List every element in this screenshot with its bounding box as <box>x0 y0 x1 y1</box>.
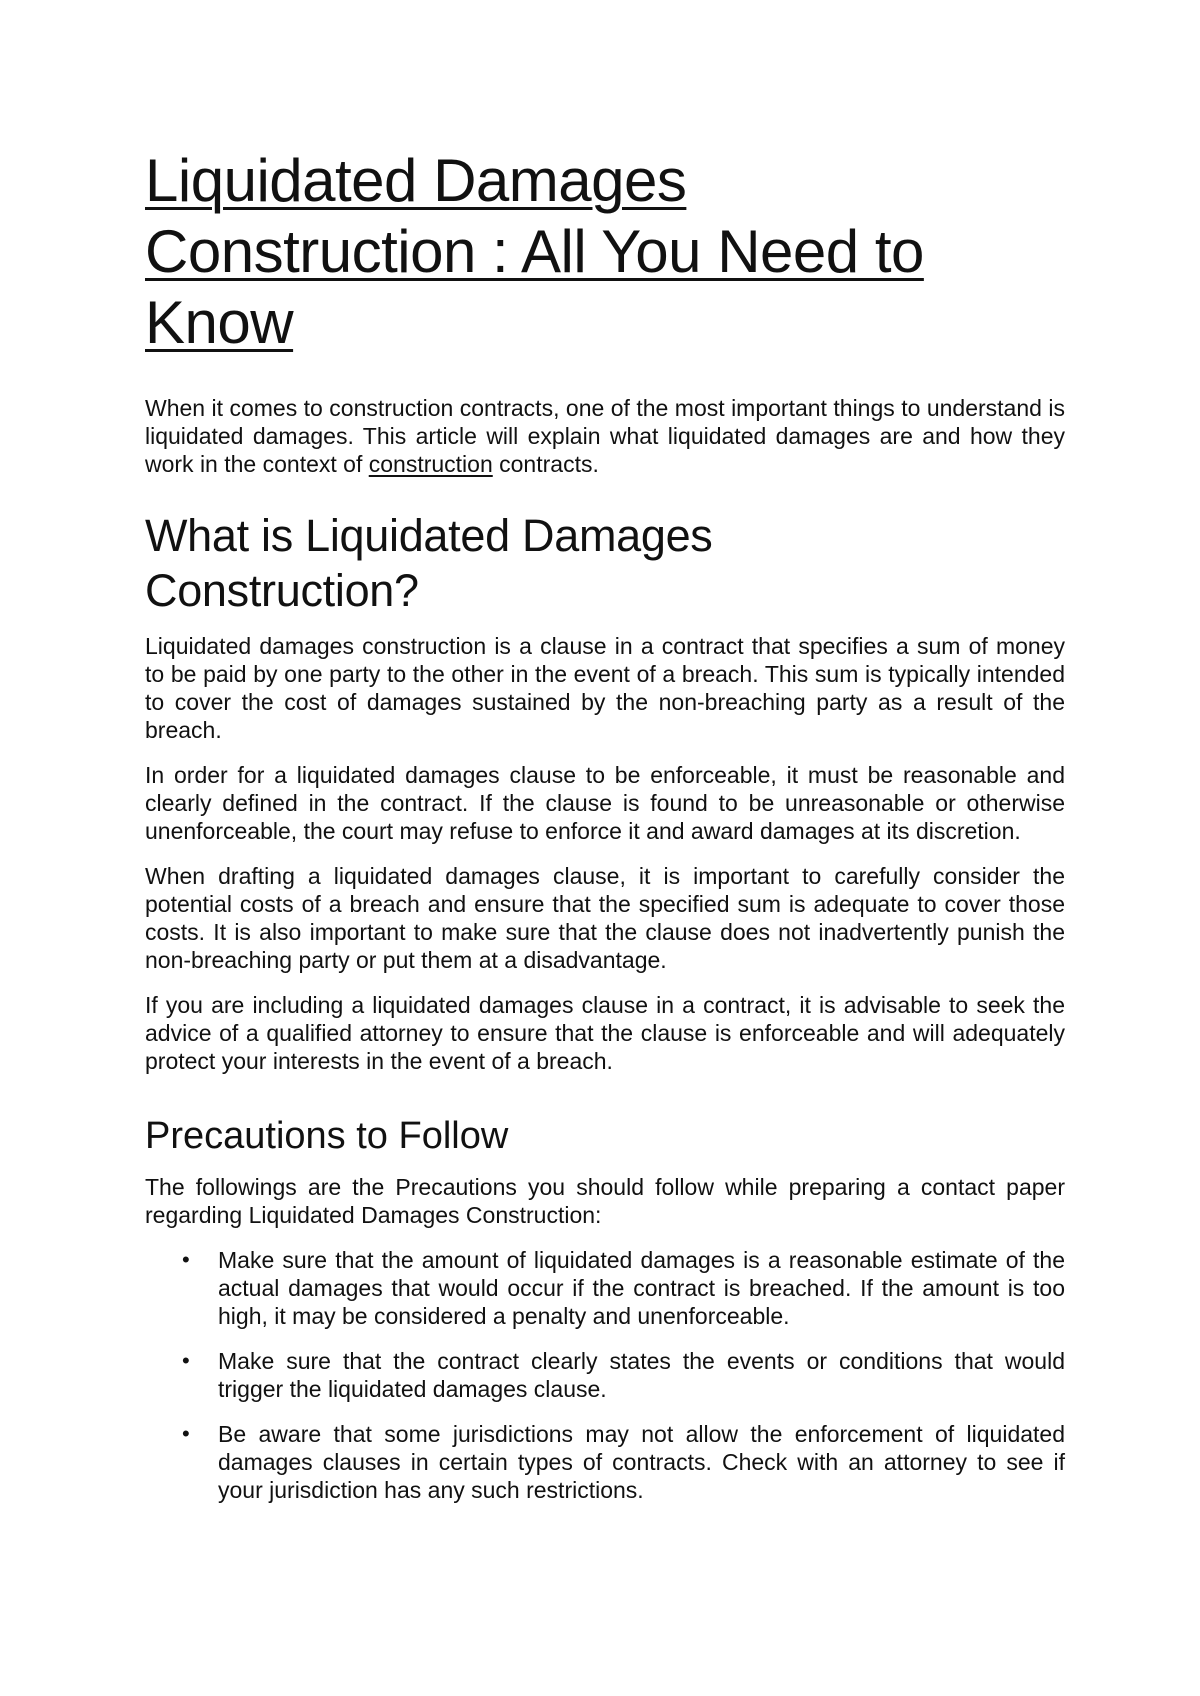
list-item <box>145 1420 1065 1504</box>
list-item-text: Be aware that some jurisdictions may not allow the enforcement of liquidated damages clauses in certain types of contracts. Check with an attorney to see if your jurisdiction has any such restrictions. <box>218 1421 1065 1503</box>
section-heading-precautions: Precautions to Follow <box>145 1115 509 1157</box>
construction-link[interactable]: construction <box>368 451 493 477</box>
body-paragraph: When drafting a liquidated damages clause, it is important to carefully consider the potential costs of a breach and ensure that the specified sum is adequate to cover those costs. It is also important to make sure that the clause does not inadvertently punish the non-breaching party or put them at a disadvantage. <box>145 863 1065 973</box>
intro-text-before: When it comes to construction contracts, one of the most important things to understand is liquidated damages. This article will explain what liquidated damages are and how they work in the context of <box>145 395 1065 477</box>
document-title <box>145 145 1065 358</box>
section-heading-what-is <box>145 508 1065 618</box>
list-item <box>145 1246 1065 1330</box>
bullet-icon: • <box>182 1421 190 1446</box>
title-line: Construction : All You Need to <box>145 218 924 285</box>
list-item <box>145 1347 1065 1403</box>
heading-line: What is Liquidated Damages <box>145 510 713 561</box>
heading-line: Construction? <box>145 565 419 616</box>
body-paragraph: Liquidated damages construction is a clause in a contract that specifies a sum of money to be paid by one party to the other in the event of a breach. This sum is typically intended to cover the cost of damages sustained by the non-breaching party as a result of the breach. <box>145 633 1065 743</box>
precautions-intro: The followings are the Precautions you should follow while preparing a contact paper regarding Liquidated Damages Construction: <box>145 1174 1065 1228</box>
precautions-list <box>145 1246 1065 1504</box>
document-page <box>145 145 1065 1521</box>
bullet-icon: • <box>182 1348 190 1373</box>
list-item-text: Make sure that the amount of liquidated damages is a reasonable estimate of the actual damages that would occur if the contract is breached. If the amount is too high, it may be considered a penalty and unenforceable. <box>218 1247 1065 1329</box>
body-paragraph: If you are including a liquidated damages clause in a contract, it is advisable to seek the advice of a qualified attorney to ensure that the clause is enforceable and will adequately protect your interests in the event of a breach. <box>145 992 1065 1074</box>
intro-text-after: contracts. <box>492 451 599 477</box>
bullet-icon: • <box>182 1247 190 1272</box>
intro-paragraph <box>145 394 1065 478</box>
list-item-text: Make sure that the contract clearly states the events or conditions that would trigger the liquidated damages clause. <box>218 1348 1065 1402</box>
title-line: Know <box>145 289 294 356</box>
title-line: Liquidated Damages <box>145 147 687 214</box>
body-paragraph: In order for a liquidated damages clause to be enforceable, it must be reasonable and clearly defined in the contract. If the clause is found to be unreasonable or otherwise unenforceable, the court may refuse to enforce it and award damages at its discretion. <box>145 762 1065 844</box>
